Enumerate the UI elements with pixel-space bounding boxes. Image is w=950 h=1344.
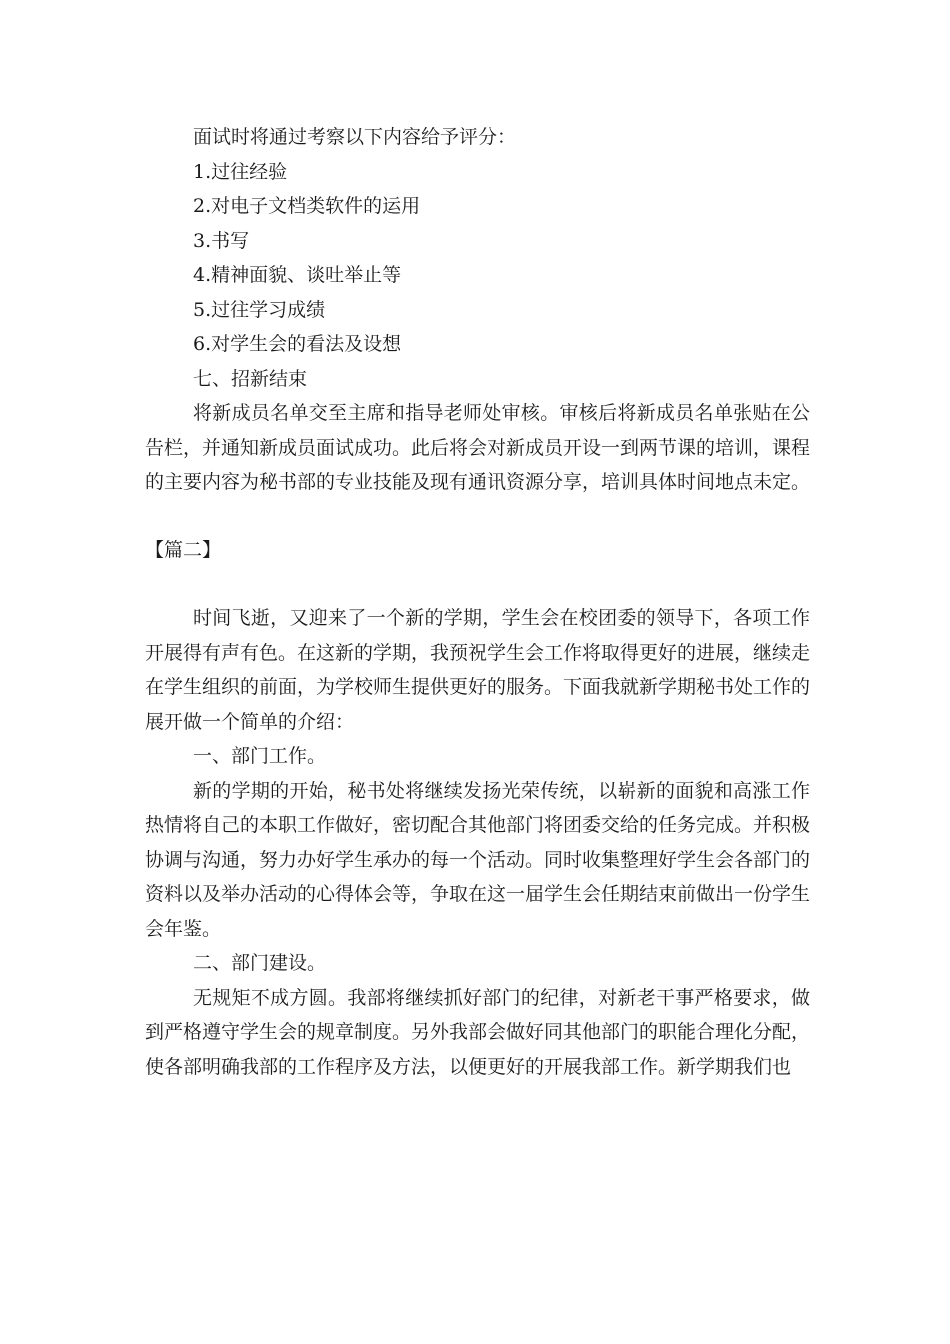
criteria-item: 5.过往学习成绩 <box>193 298 326 321</box>
article-intro-paragraph: 时间飞逝，又迎来了一个新的学期，学生会在校团委的领导下，各项工作开展得有声有色。在这新的学期，我预祝学生会工作将取得更好的进展，继续走在学生组织的前面，为学校师生提供更好的服务。下面我就新学期秘书处工作的展开做一个简单的介绍： <box>145 607 811 733</box>
document-body <box>145 120 810 1084</box>
criteria-item: 3.书写 <box>193 229 250 252</box>
dept-building-paragraph: 无规矩不成方圆。我部将继续抓好部门的纪律，对新老干事严格要求，做到严格遵守学生会的规章制度。另外我部会做好同其他部门的职能合理化分配，使各部明确我部的工作程序及方法，以便更好的开展我部工作。新学期我们也 <box>145 986 811 1078</box>
section-heading-recruit-end: 七、招新结束 <box>193 367 308 390</box>
dept-work-paragraph: 新的学期的开始，秘书处将继续发扬光荣传统，以崭新的面貌和高涨工作热情将自己的本职工作做好，密切配合其他部门将团委交给的任务完成。并积极协调与沟通，努力办好学生承办的每一个活动。同时收集整理好学生会各部门的资料以及举办活动的心得体会等，争取在这一届学生会任期结束前做出一份学生会年鉴。 <box>145 779 811 940</box>
spacer <box>145 567 810 601</box>
criteria-item: 1.过往经验 <box>193 160 288 183</box>
interview-intro: 面试时将通过考察以下内容给予评分： <box>193 126 517 148</box>
spacer <box>145 500 810 533</box>
criteria-item: 2.对电子文档类软件的运用 <box>193 195 421 217</box>
article-title: 【篇二】 <box>145 538 222 561</box>
section-heading-dept-building: 二、部门建设。 <box>193 952 327 974</box>
criteria-item: 6.对学生会的看法及设想 <box>193 333 402 355</box>
recruit-end-paragraph: 将新成员名单交至主席和指导老师处审核。审核后将新成员名单张贴在公告栏，并通知新成员面试成功。此后将会对新成员开设一到两节课的培训，课程的主要内容为秘书部的专业技能及现有通讯资源分享，培训具体时间地点未定。 <box>145 402 811 493</box>
criteria-item: 4.精神面貌、谈吐举止等 <box>193 264 402 286</box>
section-heading-dept-work: 一、部门工作。 <box>193 745 327 767</box>
